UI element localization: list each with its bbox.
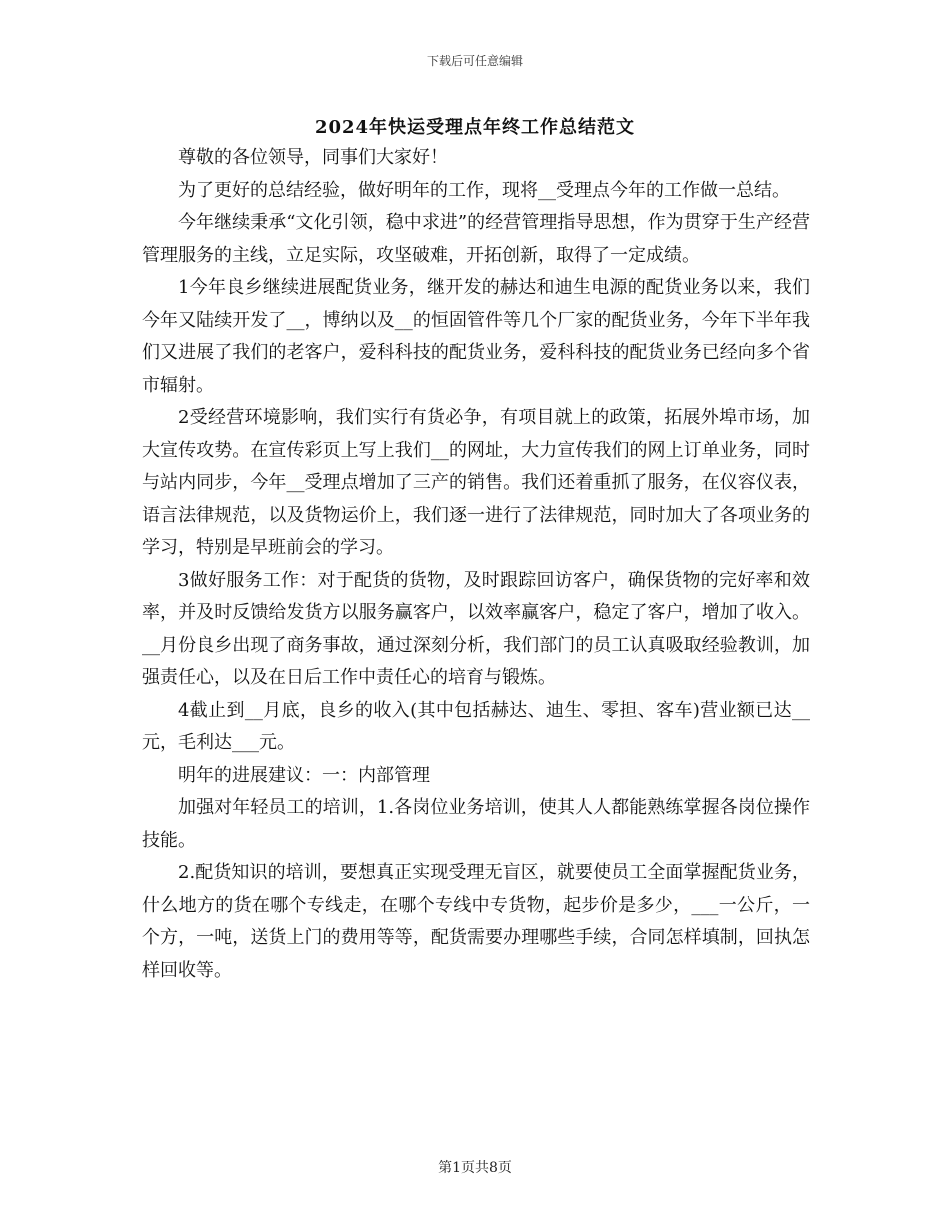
paragraph-suggestion-heading: 明年的进展建议：一：内部管理 xyxy=(178,764,430,786)
paragraph-item-4: 4截止到__月底，良乡的收入(其中包括赫达、迪生、零担、客车)营业额已达__元，毛利达___元。 xyxy=(142,699,810,753)
paragraph-philosophy: 今年继续秉承“文化引领，稳中求进”的经营管理指导思想，作为贯穿于生产经营管理服务的主线，立足实际，攻坚破难，开拓创新，取得了一定成绩。 xyxy=(142,212,810,266)
document-body xyxy=(142,142,810,987)
page-footer: 第1页共8页 xyxy=(438,1160,512,1176)
paragraph-item-2: 2受经营环境影响，我们实行有货必争，有项目就上的政策，拓展外埠市场，加大宣传攻势。在宣传彩页上写上我们__的网址，大力宣传我们的网上订单业务，同时与站内同步，今年__受理点增加了三产的销售。我们还着重抓了服务，在仪容仪表，语言法律规范，以及货物运价上，我们逐一进行了法律规范，同时加大了各项业务的学习，特别是早班前会的学习。 xyxy=(142,407,810,558)
document-title: 2024年快运受理点年终工作总结范文 xyxy=(314,117,636,138)
paragraph-item-3: 3做好服务工作：对于配货的货物，及时跟踪回访客户，确保货物的完好率和效率，并及时反馈给发货方以服务赢客户，以效率赢客户，稳定了客户，增加了收入。__月份良乡出现了商务事故，通过深刻分析，我们部门的员工认真吸取经验教训，加强责任心，以及在日后工作中责任心的培育与锻炼。 xyxy=(142,569,810,688)
paragraph-greeting: 尊敬的各位领导，同事们大家好！ xyxy=(178,147,448,168)
paragraph-item-1: 1今年良乡继续进展配货业务，继开发的赫达和迪生电源的配货业务以来，我们今年又陆续开发了__，博纳以及__的恒固管件等几个厂家的配货业务，今年下半年我们又进展了我们的老客户，爱科科技的配货业务，爱科科技的配货业务已经向多个省市辐射。 xyxy=(142,277,810,396)
paragraph-training-2: 2.配货知识的培训，要想真正实现受理无盲区，就要使员工全面掌握配货业务，什么地方的货在哪个专线走，在哪个专线中专货物，起步价是多少，___一公斤，一个方，一吨，送货上门的费用等等，配货需要办理哪些手续，合同怎样填制，回执怎样回收等。 xyxy=(142,862,810,981)
header-note: 下载后可任意编辑 xyxy=(426,54,523,68)
paragraph-training-1: 加强对年轻员工的培训，1.各岗位业务培训，使其人人都能熟练掌握各岗位操作技能。 xyxy=(142,797,810,851)
paragraph-intro: 为了更好的总结经验，做好明年的工作，现将__受理点今年的工作做一总结。 xyxy=(178,179,790,201)
